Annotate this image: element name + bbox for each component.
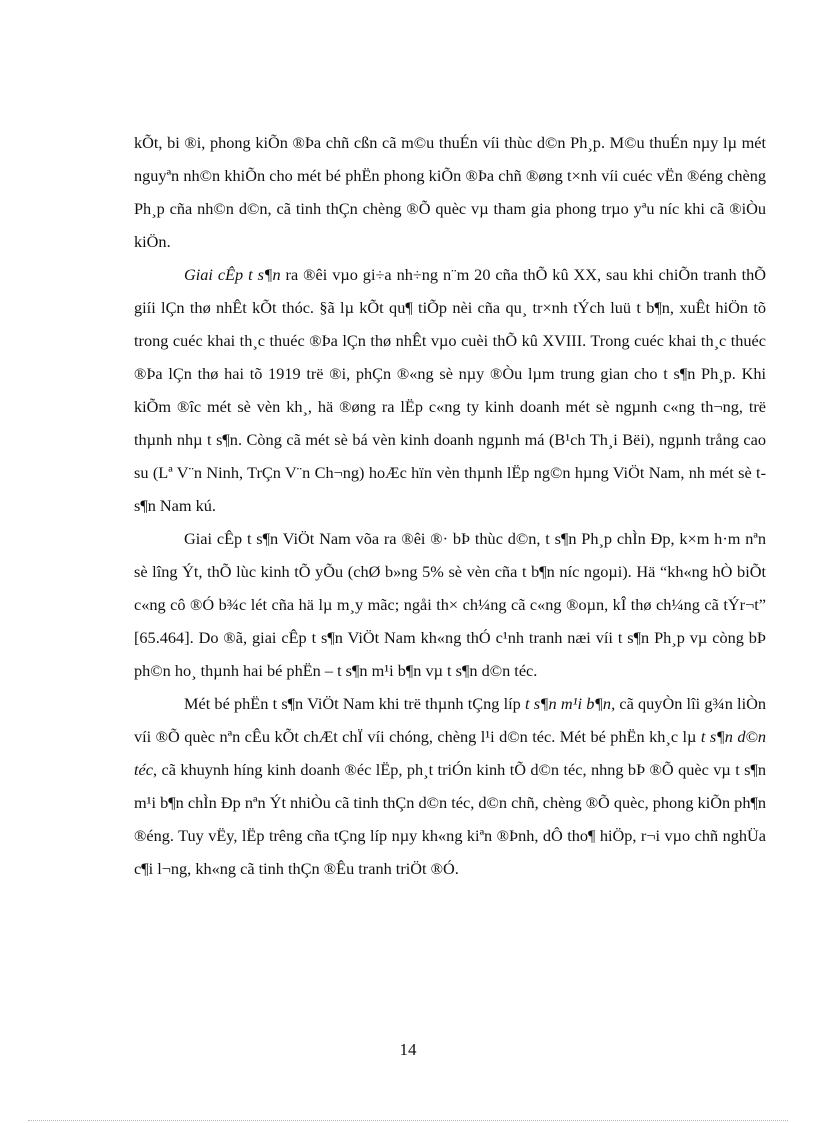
paragraph-4-text-c: , cã khuynh híng kinh doanh ®éc lËp, ph¸t triÓn kinh tÕ d©n téc, nhng bÞ ®Õ quèc vµ t s¶n m¹i b¶n chÌn Ðp nªn Ýt nhiÒu cã tinh thÇn d©n téc, d©n chñ, chèng ®Õ quèc, phong kiÕn ph¶n ®éng. Tuy vËy, lËp trêng cña tÇng líp nµy kh«ng kiªn ®Þnh, dÔ tho¶ hiÖp, r¬i vµo chñ nghÜa c¶i l¬ng, kh«ng cã tinh thÇn ®Êu tranh triÖt ®Ó. bbox=[134, 760, 766, 878]
paragraph-4-italic-a: t s¶n m¹i b¶n, bbox=[524, 694, 616, 713]
paragraph-2-lead-italic: Giai cÊp t s¶n bbox=[184, 265, 281, 284]
page-bottom-divider bbox=[28, 1120, 788, 1121]
paragraph-4 bbox=[134, 687, 766, 885]
paragraph-4-italic-b: t s¶n d©n téc bbox=[134, 727, 767, 779]
paragraph-1-text: kÕt, bi ®i, phong kiÕn ®Þa chñ cßn cã m©u thuÉn víi thùc d©n Ph¸p. M©u thuÉn nµy lµ mét nguyªn nh©n khiÕn cho mét bé phËn phong kiÕn ®Þa chñ ®øng t×nh víi cuéc vËn ®éng chèng Ph¸p cña nh©n d©n, cã tinh thÇn chèng ®Õ quèc vµ tham gia phong trµo yªu níc khi cã ®iÒu kiÖn. bbox=[134, 133, 766, 251]
page-number: 14 bbox=[399, 1040, 417, 1059]
paragraph-1 bbox=[134, 126, 766, 258]
paragraph-2-text: ra ®êi vµo gi÷a nh÷ng n¨m 20 cña thÕ kû XX, sau khi chiÕn tranh thÕ giíi lÇn thø nhÊt kÕt thóc. §ã lµ kÕt qu¶ tiÕp nèi cña qu¸ tr×nh tÝch luü t b¶n, xuÊt hiÖn tõ trong cuéc khai th¸c thuéc ®Þa lÇn thø nhÊt vµo cuèi thÕ kû XVIII. Trong cuéc khai th¸c thuéc ®Þa lÇn thø hai tõ 1919 trë ®i, phÇn ®«ng sè nµy ®Òu lµm trung gian cho t s¶n Ph¸p. Khi kiÕm ®îc mét sè vèn kh¸, hä ®øng ra lËp c«ng ty kinh doanh mét sè ngµnh c«ng th¬ng, trë thµnh nhµ t s¶n. Còng cã mét sè bá vèn kinh doanh ngµnh má (B¹ch Th¸i Bëi), ngµnh trång cao su (Lª V¨n Ninh, TrÇn V¨n Ch¬ng) hoÆc hïn vèn thµnh lËp ng©n hµng ViÖt Nam, nh mét sè t s¶n Nam kú. bbox=[134, 265, 766, 515]
paragraph-2 bbox=[134, 258, 766, 522]
document-body bbox=[134, 126, 766, 885]
paragraph-3 bbox=[134, 522, 766, 687]
paragraph-4-text-a: Mét bé phËn t s¶n ViÖt Nam khi trë thµnh tÇng líp bbox=[184, 694, 525, 713]
paragraph-4-text-b: cã quyÒn lîi g¾n liÒn víi ®Õ quèc nªn cÊu kÕt chÆt chÏ víi chóng, chèng l¹i d©n téc. Mét bé phËn kh¸c lµ bbox=[134, 694, 766, 746]
paragraph-3-text: Giai cÊp t s¶n ViÖt Nam võa ra ®êi ®· bÞ thùc d©n, t s¶n Ph¸p chÌn Ðp, k×m h·m nªn sè lîng Ýt, thÕ lùc kinh tÕ yÕu (chØ b»ng 5% sè vèn cña t b¶n níc ngoµi). Hä “kh«ng hÒ biÕt c«ng cô ®Ó b¾c lét cña hä lµ m¸y mãc; ngåi th× ch¼ng cã c«ng ®oµn, kÎ thø ch¼ng cã tÝr¬t” [65.464]. Do ®ã, giai cÊp t s¶n ViÖt Nam kh«ng thÓ c¹nh tranh næi víi t s¶n Ph¸p vµ còng bÞ ph©n ho¸ thµnh hai bé phËn – t s¶n m¹i b¶n vµ t s¶n d©n téc. bbox=[134, 529, 766, 680]
